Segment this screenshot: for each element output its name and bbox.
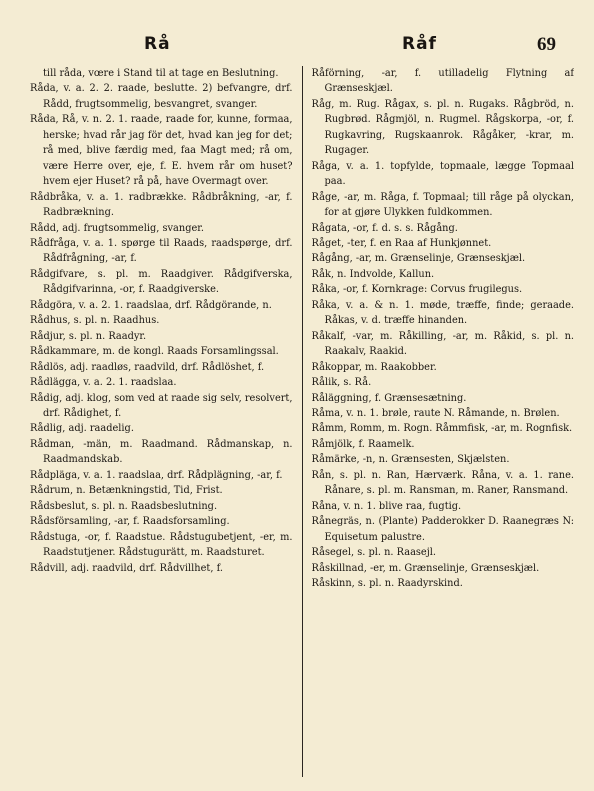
dictionary-entry: Rådlägga, v. a. 2. 1. raadslaa. [30, 377, 177, 389]
two-column-body [30, 66, 574, 777]
dictionary-entry: Rådgifvare, s. pl. m. Raadgiver. Rådgifverska, Rådgifvarinna, -or, f. Raadgiverske. [30, 268, 293, 296]
dictionary-entry: Råga, v. a. 1. topfylde, topmaale, lægge Topmaal paa. [311, 160, 574, 188]
dictionary-entry: Råg, m. Rug. Rågax, s. pl. n. Rugaks. Rågbröd, n. Rugbrød. Rågmjöl, n. Rugmel. Rågskorpa, -or, f. Rugkavring, Rugskaanrok. Rågåker, -krar, m. Rugager. [311, 98, 574, 157]
dictionary-entry: Rågata, -or, f. d. s. s. Rågång. [311, 222, 458, 234]
right-column [302, 66, 575, 777]
dictionary-entry: Råda, v. a. 2. 2. raade, beslutte. 2) befvangre, drf. Rådd, frugtsommelig, besvangret, svanger. [30, 83, 293, 110]
dictionary-entry: Rådbråka, v. a. 1. radbrække. Rådbråkning, -ar, f. Radbrækning. [30, 191, 293, 219]
dictionary-entry: Rådig, adj. klog, som ved at raade sig selv, resolvert, drf. Rådighet, f. [30, 392, 293, 419]
page-header [30, 34, 570, 68]
dictionary-entry: Råma, v. n. 1. brøle, raute N. Råmande, n. Brølen. [311, 407, 560, 419]
dictionary-entry: Rådkammare, m. de kongl. Raads Forsamlingssal. [30, 346, 279, 358]
dictionary-entry: Rådpläga, v. a. 1. raadslaa, drf. Rådplägning, -ar, f. [30, 469, 283, 481]
dictionary-entry: Råmjölk, f. Raamelk. [311, 438, 415, 450]
dictionary-entry: Råsegel, s. pl. n. Raasejl. [311, 547, 437, 559]
dictionary-entry: Råförning, -ar, f. utilladelig Flytning af Grænseskjæl. [311, 68, 574, 95]
dictionary-entry: Rådd, adj. frugtsommelig, svanger. [30, 222, 204, 234]
dictionary-entry: Rådstuga, -or, f. Raadstue. Rådstugubetjent, -er, m. Raadstutjener. Rådstugurätt, m. Raadsturet. [30, 531, 293, 559]
dictionary-entry: Rådsbeslut, s. pl. n. Raadsbeslutning. [30, 500, 218, 512]
dictionary-entry: Råskillnad, -er, m. Grænselinje, Grænseskjæl. [311, 562, 540, 574]
dictionary-entry: Råna, v. n. 1. blive raa, fugtig. [311, 500, 462, 512]
dictionary-entry: Råmm, Romm, m. Rogn. Råmmfisk, -ar, m. Rognfisk. [311, 423, 573, 435]
dictionary-entry: Råget, -ter, f. en Raa af Hunkjønnet. [311, 237, 492, 249]
dictionary-entry: Råskinn, s. pl. n. Raadyrskind. [311, 577, 463, 589]
dictionary-entry: Råkoppar, m. Raakobber. [311, 361, 437, 373]
dictionary-entry: Rådhus, s. pl. n. Raadhus. [30, 315, 160, 327]
dictionary-entry: till råda, vœre i Stand til at tage en Beslutning. [43, 68, 279, 79]
dictionary-entry: Rålik, s. Rå. [311, 377, 372, 389]
dictionary-entry: Rånegräs, n. (Plante) Padderokker D. Raanegræs N: Equisetum palustre. [311, 516, 574, 543]
dictionary-entry: Råda, Rå, v. n. 2. 1. raade, raade for, kunne, formaa, herske; hvad rår jag för det, hvad kan jeg for det; rå med, blive færdig med, faa Magt med; rå om, være Herre over, eje, f. E. hvem rår om huset? hvem ejer Huset? rå på, have Overmagt over. [30, 114, 293, 188]
right-running-headword: Råf [402, 34, 437, 54]
dictionary-entry: Rådrum, n. Betænkningstid, Tid, Frist. [30, 485, 223, 497]
dictionary-entry: Råläggning, f. Grænsesætning. [311, 392, 467, 404]
dictionary-entry: Rådgöra, v. a. 2. 1. raadslaa, drf. Rådgörande, n. [30, 299, 272, 311]
left-running-headword: Rå [144, 34, 171, 54]
dictionary-entry: Rån, s. pl. n. Ran, Hærværk. Råna, v. a. 1. rane. Rånare, s. pl. m. Ransman, m. Raner, Ransmand. [311, 469, 574, 497]
dictionary-entry: Råk, n. Indvolde, Kallun. [311, 268, 435, 280]
dictionary-entry: Rådsförsamling, -ar, f. Raadsforsamling. [30, 516, 230, 528]
dictionary-entry: Rådfråga, v. a. 1. spørge til Raads, raadspørge, drf. Rådfrågning, -ar, f. [30, 237, 293, 265]
dictionary-entry: Rågång, -ar, m. Grænselinje, Grænseskjæl. [311, 253, 526, 265]
dictionary-entry: Rådman, -män, m. Raadmand. Rådmanskap, n. Raadmandskab. [30, 438, 293, 466]
dictionary-entry: Rådjur, s. pl. n. Raadyr. [30, 330, 147, 342]
dictionary-entry: Råge, -ar, m. Råga, f. Topmaal; till råge på olyckan, for at gjøre Ulykken fuldkommen. [311, 191, 574, 219]
dictionary-entry: Råka, -or, f. Kornkrage: Corvus frugilegus. [311, 284, 523, 296]
dictionary-entry: Rådlös, adj. raadløs, raadvild, drf. Rådlöshet, f. [30, 361, 265, 373]
dictionary-entry: Rådvill, adj. raadvild, drf. Rådvillhet, f. [30, 562, 223, 574]
left-column [30, 66, 302, 777]
dictionary-entry: Råmärke, -n, n. Grænsesten, Skjælsten. [311, 454, 510, 466]
page-number: 69 [537, 34, 556, 55]
dictionary-entry: Rådlig, adj. raadelig. [30, 423, 134, 435]
dictionary-entry: Råkalf, -var, m. Råkilling, -ar, m. Råkid, s. pl. n. Raakalv, Raakid. [311, 330, 574, 358]
dictionary-entry: Råka, v. a. & n. 1. møde, træffe, finde; geraade. Råkas, v. d. træffe hinanden. [311, 299, 574, 327]
